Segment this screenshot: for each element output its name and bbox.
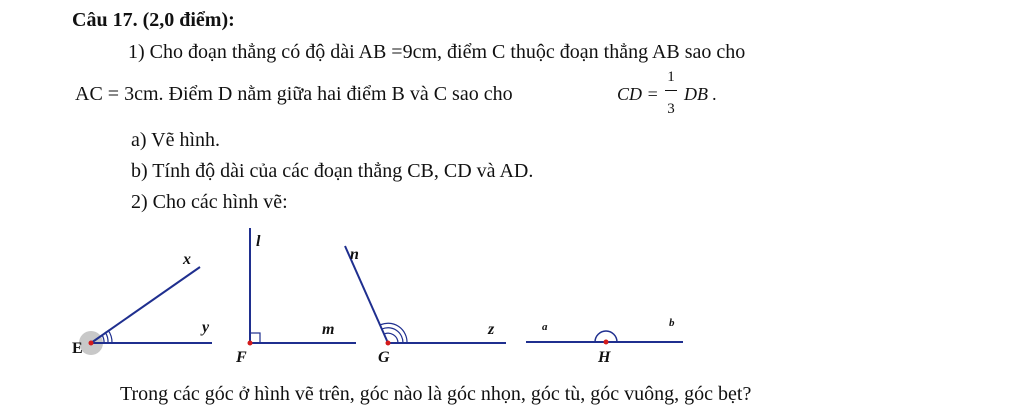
label-m: m	[322, 321, 335, 338]
fraction-numerator: 1	[667, 69, 675, 85]
angle-lFm	[235, 228, 356, 366]
ray-Ex	[91, 267, 200, 343]
label-F: F	[236, 349, 247, 366]
label-H: H	[598, 349, 611, 366]
label-l: l	[256, 233, 261, 250]
vertex-point-F	[248, 341, 253, 346]
formula-rhs: DB .	[684, 84, 717, 104]
angle-xEy	[72, 251, 212, 357]
label-a: a	[542, 321, 548, 333]
label-G: G	[378, 349, 390, 366]
label-b: b	[669, 317, 675, 329]
label-y: y	[202, 319, 210, 336]
part1-line1: 1) Cho đoạn thẳng có độ dài AB =9cm, điểm C thuộc đoạn thẳng AB sao cho	[128, 41, 746, 63]
vertex-point-G	[386, 341, 391, 346]
vertex-point-H	[604, 340, 609, 345]
question-heading: Câu 17. (2,0 điểm):	[72, 9, 235, 31]
part1-a: a) Vẽ hình.	[131, 129, 221, 151]
angle-nGz	[345, 246, 506, 366]
formula-lhs: CD =	[617, 84, 659, 104]
part2-intro: 2) Cho các hình vẽ:	[131, 191, 288, 213]
fraction-bar	[665, 90, 677, 91]
angle-figures	[0, 222, 1024, 372]
part2-question: Trong các góc ở hình vẽ trên, góc nào là góc nhọn, góc tù, góc vuông, góc bẹt?	[120, 383, 752, 405]
label-n: n	[350, 246, 359, 263]
vertex-point-E	[89, 341, 94, 346]
part1-b: b) Tính độ dài của các đoạn thẳng CB, CD và AD.	[131, 160, 534, 182]
part1-line2: AC = 3cm. Điểm D nằm giữa hai điểm B và C sao cho	[75, 83, 513, 105]
label-z: z	[488, 321, 495, 338]
label-x: x	[183, 251, 191, 268]
label-E: E	[72, 340, 83, 357]
angle-mark-E-2	[105, 332, 108, 343]
angle-aHb	[526, 317, 683, 366]
fraction-denominator: 3	[667, 101, 675, 117]
